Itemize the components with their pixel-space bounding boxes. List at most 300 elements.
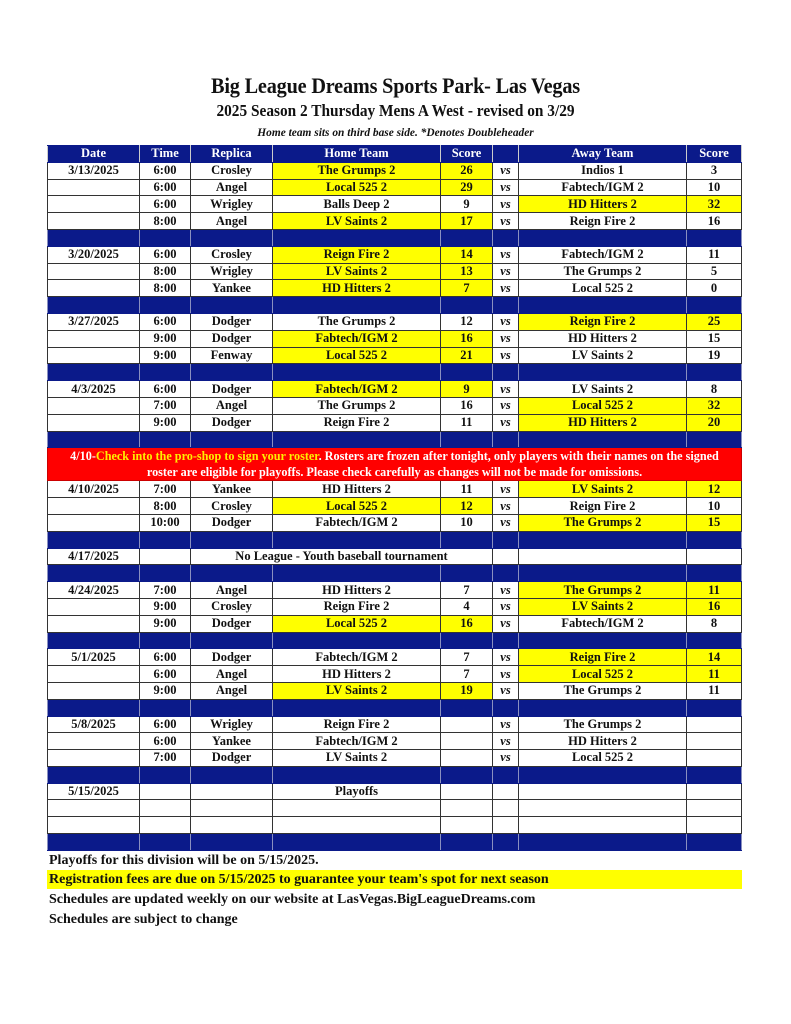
- separator-cell: [48, 766, 140, 783]
- game-date: [48, 347, 140, 364]
- week-separator: [48, 431, 742, 448]
- separator-cell: [273, 364, 441, 381]
- home-team: Fabtech/IGM 2: [273, 514, 441, 531]
- replica-field: Dodger: [191, 381, 273, 398]
- away-team: LV Saints 2: [519, 381, 687, 398]
- game-row: [48, 716, 742, 733]
- separator-cell: [493, 229, 519, 246]
- home-score: 29: [441, 179, 493, 196]
- vs-label: vs: [493, 246, 519, 263]
- game-date: [48, 733, 140, 750]
- vs-label: vs: [493, 263, 519, 280]
- replica-field: Angel: [191, 397, 273, 414]
- away-score: 3: [687, 162, 742, 179]
- replica: [191, 783, 273, 800]
- game-date: 5/8/2025: [48, 716, 140, 733]
- vs-label: vs: [493, 330, 519, 347]
- separator-cell: [493, 834, 519, 851]
- game-time: 9:00: [140, 414, 191, 431]
- vs-label: vs: [493, 615, 519, 632]
- away-score: [687, 750, 742, 767]
- away-team: Local 525 2: [519, 750, 687, 767]
- away-team: Local 525 2: [519, 666, 687, 683]
- away-score: 8: [687, 615, 742, 632]
- vs-label: vs: [493, 213, 519, 230]
- vs-label: vs: [493, 716, 519, 733]
- notice-date: 4/10-: [70, 449, 96, 464]
- vs-label: vs: [493, 514, 519, 531]
- blank-cell: [273, 800, 441, 817]
- away-team: Reign Fire 2: [519, 313, 687, 330]
- home-team: Balls Deep 2: [273, 196, 441, 213]
- game-row: [48, 649, 742, 666]
- home-team: The Grumps 2: [273, 397, 441, 414]
- replica-field: Dodger: [191, 414, 273, 431]
- home-score: 7: [441, 582, 493, 599]
- home-team: Local 525 2: [273, 615, 441, 632]
- separator-cell: [493, 364, 519, 381]
- vs-label: vs: [493, 179, 519, 196]
- home-score: 21: [441, 347, 493, 364]
- separator-cell: [273, 766, 441, 783]
- away-score: [687, 716, 742, 733]
- footer-playoffs-note: Playoffs for this division will be on 5/15/2025.: [49, 853, 319, 868]
- home-score: 9: [441, 196, 493, 213]
- notice-highlight: Check into the pro-shop to sign your roster: [95, 449, 319, 464]
- roster-notice-text: [48, 448, 742, 481]
- game-date: 3/20/2025: [48, 246, 140, 263]
- separator-cell: [273, 699, 441, 716]
- separator-cell: [441, 364, 493, 381]
- game-time: 7:00: [140, 582, 191, 599]
- game-time: 6:00: [140, 649, 191, 666]
- replica-field: Wrigley: [191, 196, 273, 213]
- away-score: 25: [687, 313, 742, 330]
- separator-cell: [273, 531, 441, 548]
- separator-cell: [687, 834, 742, 851]
- separator-cell: [273, 565, 441, 582]
- home-score: 16: [441, 330, 493, 347]
- game-time: 6:00: [140, 196, 191, 213]
- separator-cell: [441, 431, 493, 448]
- game-time: 10:00: [140, 514, 191, 531]
- home-score: 7: [441, 649, 493, 666]
- replica-field: Angel: [191, 582, 273, 599]
- home-team: Fabtech/IGM 2: [273, 381, 441, 398]
- separator-cell: [441, 565, 493, 582]
- separator-cell: [191, 364, 273, 381]
- blank-cell: [48, 800, 140, 817]
- no-league-message: No League - Youth baseball tournament: [191, 548, 493, 565]
- away-score: 10: [687, 498, 742, 515]
- game-row: [48, 414, 742, 431]
- replica-field: Dodger: [191, 514, 273, 531]
- separator-cell: [441, 632, 493, 649]
- game-date: [48, 196, 140, 213]
- replica-field: Yankee: [191, 481, 273, 498]
- game-date: [48, 330, 140, 347]
- separator-cell: [140, 632, 191, 649]
- separator-cell: [519, 632, 687, 649]
- separator-cell: [441, 297, 493, 314]
- away-score: 11: [687, 682, 742, 699]
- vs-label: vs: [493, 750, 519, 767]
- game-time: 9:00: [140, 615, 191, 632]
- away-score: [687, 733, 742, 750]
- game-date: 5/15/2025: [48, 783, 140, 800]
- home-score: [441, 783, 493, 800]
- away-score: [687, 783, 742, 800]
- separator-cell: [493, 632, 519, 649]
- game-row: [48, 514, 742, 531]
- game-date: [48, 280, 140, 297]
- home-team: Fabtech/IGM 2: [273, 733, 441, 750]
- game-date: 4/3/2025: [48, 381, 140, 398]
- separator-cell: [48, 834, 140, 851]
- game-row: [48, 213, 742, 230]
- schedule-table: [47, 145, 742, 851]
- blank-cell: [191, 817, 273, 834]
- game-time: 9:00: [140, 682, 191, 699]
- replica-field: Crosley: [191, 598, 273, 615]
- separator-cell: [687, 632, 742, 649]
- separator-cell: [441, 699, 493, 716]
- separator-cell: [48, 229, 140, 246]
- separator-cell: [140, 565, 191, 582]
- separator-cell: [191, 632, 273, 649]
- col-header-date: Date: [48, 146, 140, 163]
- away-score: 0: [687, 280, 742, 297]
- week-separator: [48, 229, 742, 246]
- away-score: 16: [687, 213, 742, 230]
- separator-cell: [519, 834, 687, 851]
- separator-cell: [687, 565, 742, 582]
- away-score: [687, 548, 742, 565]
- col-header-home-team: Home Team: [273, 146, 441, 163]
- vs-label: vs: [493, 649, 519, 666]
- game-time: [140, 548, 191, 565]
- vs-label: vs: [493, 733, 519, 750]
- game-row: [48, 682, 742, 699]
- replica-field: Crosley: [191, 498, 273, 515]
- week-separator: [48, 632, 742, 649]
- away-score: 11: [687, 582, 742, 599]
- home-team: LV Saints 2: [273, 750, 441, 767]
- page-title: Big League Dreams Sports Park- Las Vegas: [211, 73, 580, 98]
- game-row: [48, 162, 742, 179]
- separator-cell: [493, 699, 519, 716]
- separator-cell: [687, 364, 742, 381]
- game-time: [140, 783, 191, 800]
- away-team: The Grumps 2: [519, 263, 687, 280]
- table-header-row: [48, 146, 742, 163]
- separator-cell: [273, 297, 441, 314]
- home-score: 26: [441, 162, 493, 179]
- game-date: [48, 598, 140, 615]
- game-time: 6:00: [140, 381, 191, 398]
- separator-cell: [519, 565, 687, 582]
- col-header-replica: Replica: [191, 146, 273, 163]
- separator-cell: [191, 699, 273, 716]
- home-team: Local 525 2: [273, 179, 441, 196]
- separator-cell: [519, 531, 687, 548]
- separator-cell: [519, 766, 687, 783]
- schedule-subtitle: 2025 Season 2 Thursday Mens A West - revised on 3/29: [216, 101, 575, 120]
- col-header-away-team: Away Team: [519, 146, 687, 163]
- vs-label: vs: [493, 162, 519, 179]
- week-separator: [48, 297, 742, 314]
- replica-field: Angel: [191, 213, 273, 230]
- home-team: LV Saints 2: [273, 213, 441, 230]
- home-team: Reign Fire 2: [273, 246, 441, 263]
- game-date: 4/24/2025: [48, 582, 140, 599]
- replica-field: Dodger: [191, 330, 273, 347]
- vs-label: vs: [493, 582, 519, 599]
- away-score: 8: [687, 381, 742, 398]
- blank-cell: [48, 817, 140, 834]
- vs-label: vs: [493, 414, 519, 431]
- game-time: 6:00: [140, 716, 191, 733]
- home-team-note: Home team sits on third base side. *Denotes Doubleheader: [257, 125, 534, 139]
- col-header-home-score: Score: [441, 146, 493, 163]
- separator-cell: [441, 531, 493, 548]
- vs-label: vs: [493, 347, 519, 364]
- blank-row: [48, 800, 742, 817]
- footer-website-note: Schedules are updated weekly on our website at LasVegas.BigLeagueDreams.com: [49, 892, 536, 907]
- away-score: 14: [687, 649, 742, 666]
- separator-cell: [191, 565, 273, 582]
- game-row: [48, 313, 742, 330]
- game-row: [48, 582, 742, 599]
- home-score: [441, 716, 493, 733]
- away-score: 11: [687, 246, 742, 263]
- replica-field: Wrigley: [191, 263, 273, 280]
- game-row: [48, 263, 742, 280]
- game-row: [48, 330, 742, 347]
- home-score: 11: [441, 414, 493, 431]
- blank-cell: [493, 817, 519, 834]
- separator-cell: [48, 699, 140, 716]
- blank-cell: [519, 800, 687, 817]
- separator-cell: [48, 531, 140, 548]
- game-time: 9:00: [140, 330, 191, 347]
- replica-field: Angel: [191, 682, 273, 699]
- col-header-away-score: Score: [687, 146, 742, 163]
- notice-body: . Rosters are frozen after tonight, only players with their names on the signed roster are eligible for playoffs. Please check carefully as changes will not be made for omissions.: [146, 449, 719, 480]
- away-score: 19: [687, 347, 742, 364]
- vs-label: vs: [493, 498, 519, 515]
- game-time: 9:00: [140, 347, 191, 364]
- away-team: [519, 783, 687, 800]
- game-date: 3/13/2025: [48, 162, 140, 179]
- replica-field: Fenway: [191, 347, 273, 364]
- col-header-vs: [493, 146, 519, 163]
- home-score: 11: [441, 481, 493, 498]
- game-date: [48, 498, 140, 515]
- game-date: 5/1/2025: [48, 649, 140, 666]
- game-row: [48, 196, 742, 213]
- home-team: LV Saints 2: [273, 682, 441, 699]
- vs-label: vs: [493, 397, 519, 414]
- away-team: Reign Fire 2: [519, 213, 687, 230]
- separator-cell: [191, 834, 273, 851]
- away-team: Reign Fire 2: [519, 498, 687, 515]
- separator-cell: [687, 297, 742, 314]
- vs-label: vs: [493, 666, 519, 683]
- home-score: 7: [441, 666, 493, 683]
- separator-cell: [48, 364, 140, 381]
- home-score: 16: [441, 615, 493, 632]
- away-team: Local 525 2: [519, 397, 687, 414]
- home-team: Reign Fire 2: [273, 716, 441, 733]
- replica-field: Yankee: [191, 280, 273, 297]
- away-team: Reign Fire 2: [519, 649, 687, 666]
- away-team: LV Saints 2: [519, 598, 687, 615]
- separator-cell: [687, 699, 742, 716]
- home-team: Fabtech/IGM 2: [273, 330, 441, 347]
- week-separator: [48, 834, 742, 851]
- vs-label: vs: [493, 313, 519, 330]
- week-separator: [48, 699, 742, 716]
- game-row: [48, 498, 742, 515]
- game-date: [48, 615, 140, 632]
- away-team: The Grumps 2: [519, 682, 687, 699]
- vs-label: vs: [493, 196, 519, 213]
- home-team: The Grumps 2: [273, 162, 441, 179]
- separator-cell: [191, 766, 273, 783]
- separator-cell: [191, 531, 273, 548]
- replica-field: Angel: [191, 179, 273, 196]
- col-header-time: Time: [140, 146, 191, 163]
- away-score: 20: [687, 414, 742, 431]
- vs-label: vs: [493, 598, 519, 615]
- separator-cell: [493, 431, 519, 448]
- game-time: 7:00: [140, 481, 191, 498]
- away-score: 5: [687, 263, 742, 280]
- game-date: [48, 263, 140, 280]
- separator-cell: [140, 699, 191, 716]
- home-score: 17: [441, 213, 493, 230]
- away-team: Fabtech/IGM 2: [519, 615, 687, 632]
- replica-field: Crosley: [191, 162, 273, 179]
- away-score: 32: [687, 196, 742, 213]
- home-team: The Grumps 2: [273, 313, 441, 330]
- home-score: 9: [441, 381, 493, 398]
- separator-cell: [48, 565, 140, 582]
- away-score: 32: [687, 397, 742, 414]
- game-row: [48, 750, 742, 767]
- week-separator: [48, 531, 742, 548]
- separator-cell: [273, 431, 441, 448]
- away-team: HD Hitters 2: [519, 196, 687, 213]
- separator-cell: [140, 766, 191, 783]
- replica-field: Yankee: [191, 733, 273, 750]
- blank-cell: [493, 800, 519, 817]
- away-team: LV Saints 2: [519, 347, 687, 364]
- home-score: 13: [441, 263, 493, 280]
- game-date: [48, 397, 140, 414]
- game-time: 8:00: [140, 498, 191, 515]
- home-team: Reign Fire 2: [273, 414, 441, 431]
- separator-cell: [191, 229, 273, 246]
- game-row: [48, 615, 742, 632]
- separator-cell: [519, 297, 687, 314]
- game-date: 4/17/2025: [48, 548, 140, 565]
- separator-cell: [687, 766, 742, 783]
- game-date: [48, 682, 140, 699]
- game-time: 6:00: [140, 246, 191, 263]
- home-team: LV Saints 2: [273, 263, 441, 280]
- game-time: 8:00: [140, 213, 191, 230]
- blank-cell: [140, 800, 191, 817]
- game-date: [48, 750, 140, 767]
- game-time: 8:00: [140, 263, 191, 280]
- away-team: [519, 548, 687, 565]
- home-team: HD Hitters 2: [273, 582, 441, 599]
- footer-registration-note: Registration fees are due on 5/15/2025 to guarantee your team's spot for next season: [47, 870, 742, 889]
- game-date: 3/27/2025: [48, 313, 140, 330]
- separator-cell: [519, 229, 687, 246]
- separator-cell: [687, 531, 742, 548]
- blank-row: [48, 817, 742, 834]
- away-team: The Grumps 2: [519, 582, 687, 599]
- playoffs-label: Playoffs: [273, 783, 441, 800]
- vs-label: vs: [493, 682, 519, 699]
- home-team: Reign Fire 2: [273, 598, 441, 615]
- replica-field: Dodger: [191, 313, 273, 330]
- separator-cell: [191, 431, 273, 448]
- away-score: 16: [687, 598, 742, 615]
- separator-cell: [493, 565, 519, 582]
- home-score: 19: [441, 682, 493, 699]
- separator-cell: [140, 834, 191, 851]
- replica-field: Angel: [191, 666, 273, 683]
- home-score: [441, 733, 493, 750]
- roster-notice: [48, 448, 742, 481]
- vs-cell: [493, 548, 519, 565]
- game-row: [48, 666, 742, 683]
- home-team: HD Hitters 2: [273, 481, 441, 498]
- playoffs-row: [48, 783, 742, 800]
- blank-cell: [140, 817, 191, 834]
- separator-cell: [140, 297, 191, 314]
- separator-cell: [140, 364, 191, 381]
- separator-cell: [687, 229, 742, 246]
- game-date: [48, 514, 140, 531]
- home-score: 16: [441, 397, 493, 414]
- home-team: HD Hitters 2: [273, 666, 441, 683]
- blank-cell: [687, 800, 742, 817]
- separator-cell: [48, 297, 140, 314]
- separator-cell: [493, 531, 519, 548]
- away-team: The Grumps 2: [519, 514, 687, 531]
- week-separator: [48, 364, 742, 381]
- home-score: 4: [441, 598, 493, 615]
- separator-cell: [140, 229, 191, 246]
- separator-cell: [273, 834, 441, 851]
- home-score: 12: [441, 313, 493, 330]
- game-row: [48, 397, 742, 414]
- away-score: 15: [687, 514, 742, 531]
- game-row: [48, 246, 742, 263]
- home-team: HD Hitters 2: [273, 280, 441, 297]
- away-team: HD Hitters 2: [519, 414, 687, 431]
- separator-cell: [191, 297, 273, 314]
- game-row: [48, 598, 742, 615]
- separator-cell: [519, 364, 687, 381]
- away-team: Fabtech/IGM 2: [519, 246, 687, 263]
- away-score: 12: [687, 481, 742, 498]
